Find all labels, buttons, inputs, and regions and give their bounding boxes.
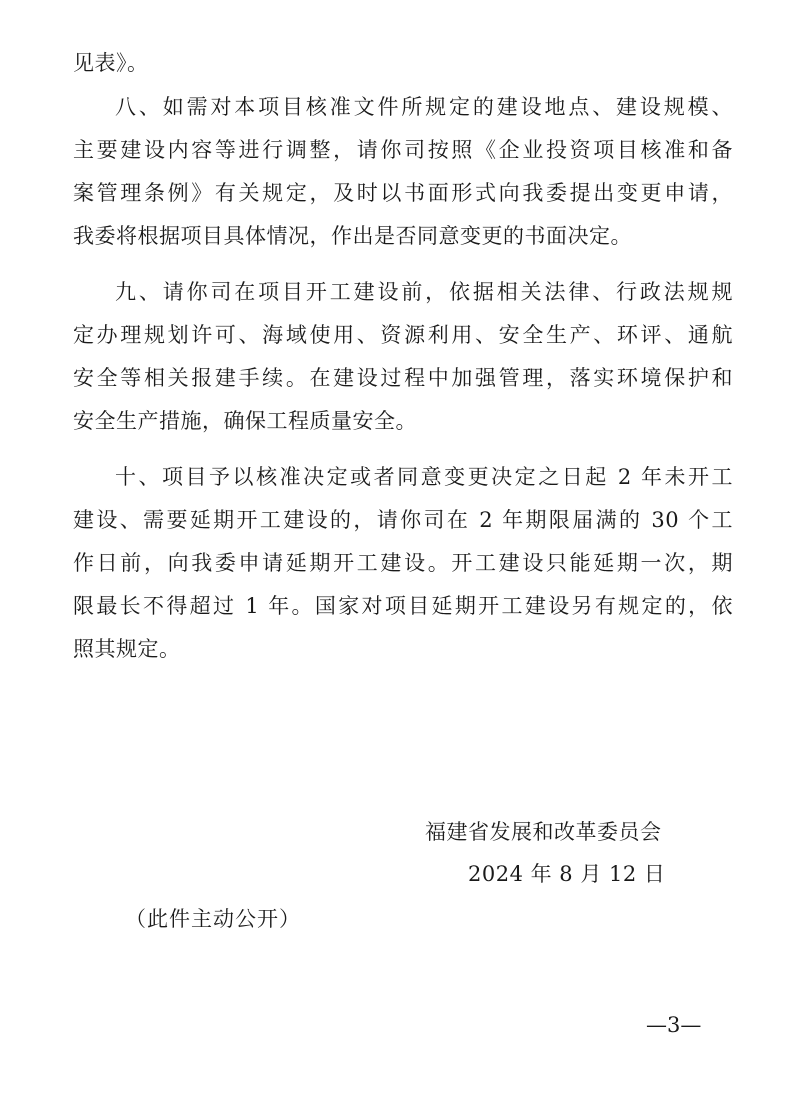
paragraph-line: 案管理条例》有关规定，及时以书面形式向我委提出变更申请， <box>73 181 733 205</box>
paragraph-line: 定办理规划许可、海域使用、资源利用、安全生产、环评、通航 <box>73 323 733 347</box>
signature-date: 2024 年 8 月 12 日 <box>468 862 666 886</box>
paragraph-line: 九、请你司在项目开工建设前，依据相关法律、行政法规规 <box>115 280 733 304</box>
paragraph-line: 作日前，向我委申请延期开工建设。开工建设只能延期一次，期 <box>73 551 733 575</box>
page-number: —3— <box>646 1013 702 1037</box>
paragraph-line: 安全生产措施，确保工程质量安全。 <box>73 409 417 433</box>
disclosure-note: （此件主动公开） <box>125 907 301 931</box>
paragraph-line: 照其规定。 <box>73 637 181 661</box>
signature-organization: 福建省发展和改革委员会 <box>425 820 662 844</box>
paragraph-line: 十、项目予以核准决定或者同意变更决定之日起 2 年未开工 <box>115 465 733 489</box>
paragraph-line: 我委将根据项目具体情况，作出是否同意变更的书面决定。 <box>73 224 632 248</box>
paragraph-line: 见表》。 <box>73 51 149 75</box>
paragraph-line: 建设、需要延期开工建设的，请你司在 2 年期限届满的 30 个工 <box>73 508 733 532</box>
paragraph-line: 限最长不得超过 1 年。国家对项目延期开工建设另有规定的，依 <box>73 594 733 618</box>
paragraph-line: 八、如需对本项目核准文件所规定的建设地点、建设规模、 <box>115 95 733 119</box>
paragraph-line: 主要建设内容等进行调整，请你司按照《企业投资项目核准和备 <box>73 138 733 162</box>
paragraph-line: 安全等相关报建手续。在建设过程中加强管理，落实环境保护和 <box>73 366 733 390</box>
